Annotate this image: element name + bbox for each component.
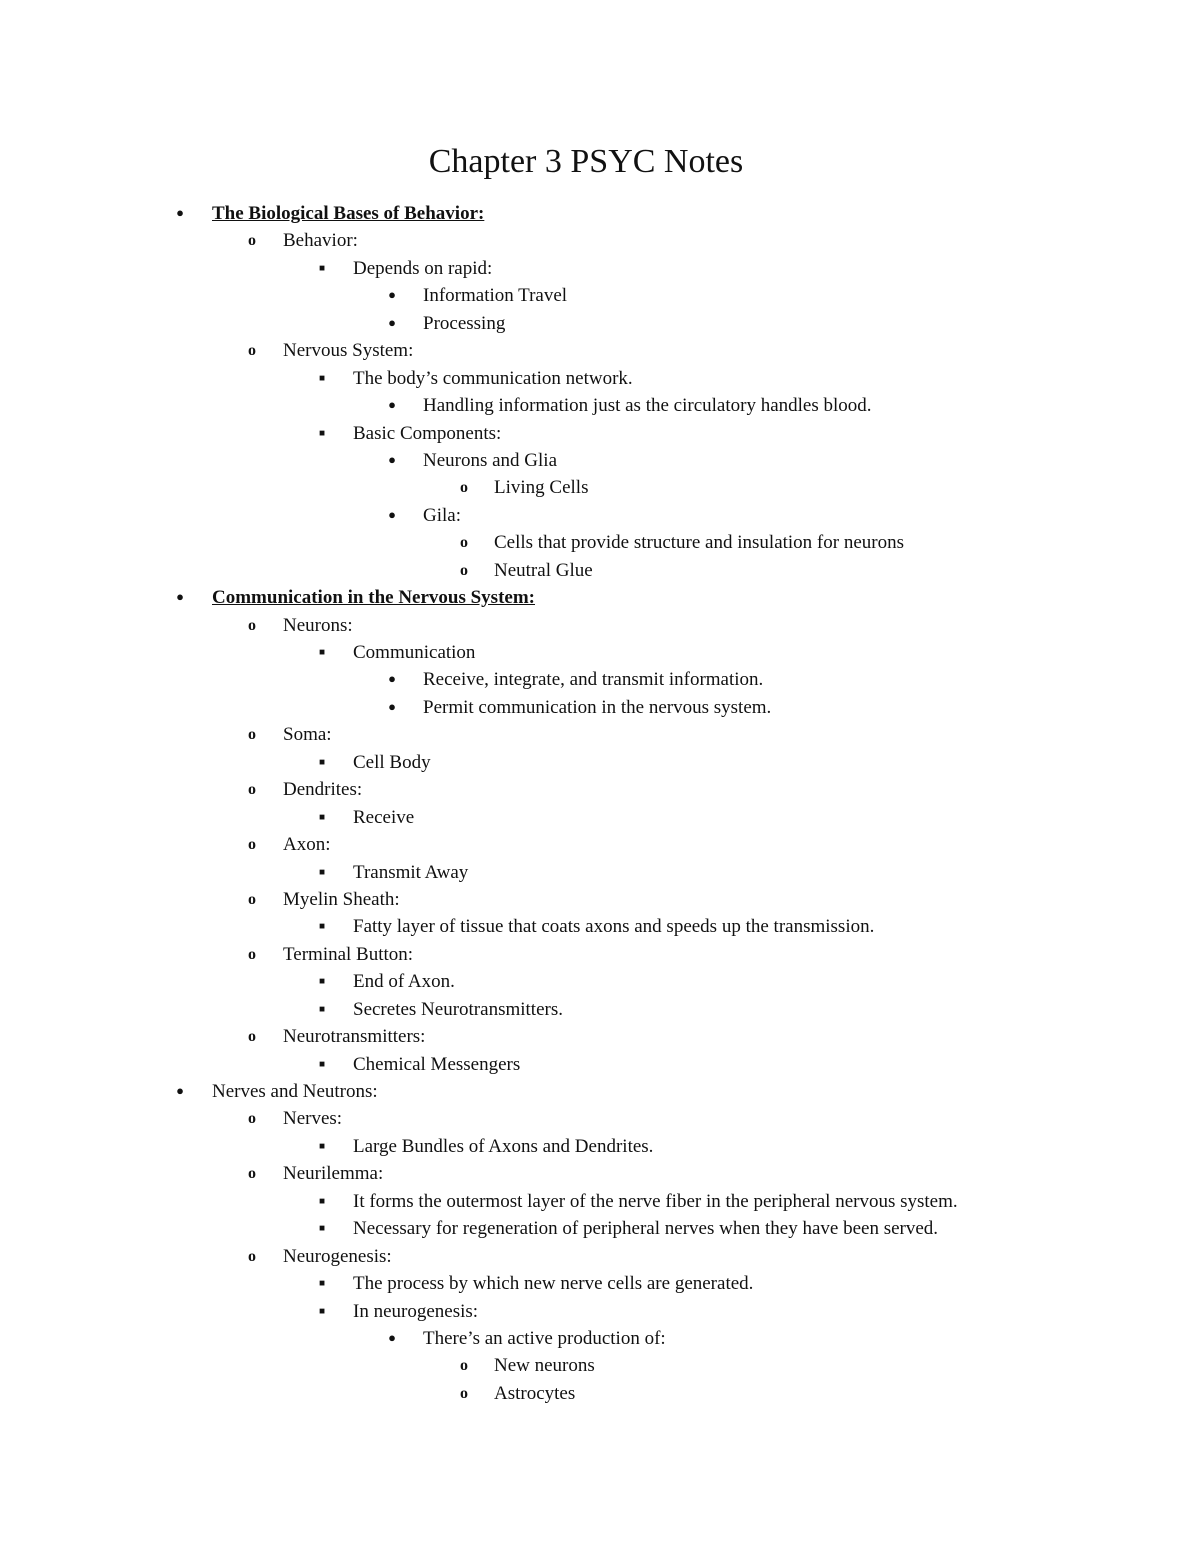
bullet-level-2-icon: o [248,1165,256,1183]
bullet-level-3-icon: ■ [318,647,326,658]
section-heading-item [0,584,1200,611]
outline-item [0,913,1200,940]
outline-item-text: Neurons: [283,614,353,636]
bullet-level-2-icon: o [248,781,256,799]
bullet-level-1-icon: ● [176,1083,184,1098]
outline-item-text: Receive [353,806,415,828]
outline-item [0,968,1200,995]
outline-item-text: Nerves: [283,1108,343,1130]
bullet-level-3-icon: ■ [318,866,326,878]
bullet-level-3-icon: ■ [318,756,326,768]
outline-item [0,1380,1200,1407]
outline-item [0,1352,1200,1379]
section-heading-item [0,200,1200,227]
outline-item [0,1105,1200,1132]
outline-item-text: Soma: [283,724,332,746]
outline-item [0,1270,1200,1297]
outline-item [0,365,1200,392]
outline-item-text: The process by which new nerve cells are generated. [353,1273,754,1295]
bullet-level-5-icon: o [460,479,468,497]
outline-item [0,721,1200,748]
bullet-level-3-icon: ■ [318,1305,326,1317]
outline-item [0,612,1200,639]
bullet-level-5-icon: o [460,1384,468,1402]
outline-item-text: Neurilemma: [283,1163,384,1185]
outline-item-text: End of Axon. [353,971,455,993]
outline-item-text: Neutral Glue [494,559,593,581]
outline-item [0,557,1200,584]
outline-item-text: Information Travel [423,285,568,307]
bullet-level-3-icon: ■ [318,427,326,439]
bullet-level-4-icon: ● [388,287,396,303]
outline-item-text: Receive, integrate, and transmit information. [423,669,764,691]
bullet-level-4-icon: ● [388,397,396,413]
outline-item [0,1051,1200,1078]
bullet-level-2-icon: o [248,726,256,744]
bullet-level-3-icon: ■ [318,1223,326,1235]
outline-item-text: Nervous System: [283,340,414,362]
outline-item [0,392,1200,419]
bullet-level-2-icon: o [248,342,256,360]
outline-item-text: Behavior: [283,230,358,252]
outline-item-text: Nerves and Neutrons: [212,1081,378,1102]
outline-item-text: Gila: [423,504,461,526]
bullet-level-3-icon: ■ [318,1278,326,1290]
outline-item-text: New neurons [494,1355,595,1377]
outline-item [0,1078,1200,1105]
bullet-level-4-icon: ● [388,698,396,714]
outline-item [0,447,1200,474]
outline-item-text: Chemical Messengers [353,1053,521,1075]
bullet-level-2-icon: o [248,616,256,634]
document-title: Chapter 3 PSYC Notes [428,143,744,180]
outline-item [0,886,1200,913]
outline-item [0,227,1200,254]
outline-item-text: Cells that provide structure and insulation for neurons [494,532,904,554]
outline-item-text: Large Bundles of Axons and Dendrites. [353,1135,654,1157]
outline-item-text: There’s an active production of: [423,1327,666,1349]
outline-item [0,859,1200,886]
bullet-level-4-icon: ● [388,451,396,467]
outline-item-text: Terminal Button: [283,943,414,965]
bullet-level-2-icon: o [248,1028,256,1046]
outline-item-text: Dendrites: [283,779,363,801]
outline-item [0,282,1200,309]
bullet-level-4-icon: ● [388,671,396,687]
outline-item-text: In neurogenesis: [353,1300,479,1322]
outline-item [0,420,1200,447]
outline-item [0,941,1200,968]
outline-item [0,1023,1200,1050]
outline-item [0,1133,1200,1160]
outline-item [0,996,1200,1023]
outline-item-text: Axon: [283,834,331,856]
outline-item [0,776,1200,803]
outline-item [0,1160,1200,1187]
outline-item-text: Living Cells [494,477,589,499]
bullet-level-5-icon: o [460,561,468,579]
outline-item-text: Permit communication in the nervous system. [423,696,772,718]
bullet-level-3-icon: ■ [318,262,326,274]
bullet-level-3-icon: ■ [318,811,326,823]
outline-item-text: Transmit Away [353,861,469,883]
bullet-level-2-icon: o [248,1110,256,1128]
outline-item [0,474,1200,501]
outline-item [0,529,1200,556]
bullet-level-2-icon: o [248,890,256,908]
outline-item-text: Secretes Neurotransmitters. [353,998,563,1020]
outline-item-text: Fatty layer of tissue that coats axons and speeds up the transmission. [353,916,875,938]
outline-item [0,749,1200,776]
outline-item-text: It forms the outermost layer of the nerve fiber in the peripheral nervous system. [353,1190,958,1212]
bullet-level-2-icon: o [248,232,256,250]
outline-item [0,831,1200,858]
outline-item-text: Basic Components: [353,422,502,444]
bullet-level-3-icon: ■ [318,372,326,384]
outline-item [0,1188,1200,1215]
notes-outline [0,200,1200,1407]
outline-item [0,639,1200,666]
bullet-level-3-icon: ■ [318,921,326,933]
outline-item [0,694,1200,721]
outline-item-text: Processing [423,312,506,334]
bullet-level-2-icon: o [248,1247,256,1265]
section-heading-text: Communication in the Nervous System: [212,587,535,609]
outline-item [0,666,1200,693]
bullet-level-1-icon: ● [176,589,184,605]
outline-item [0,310,1200,337]
outline-item [0,337,1200,364]
bullet-level-1-icon: ● [176,205,184,220]
outline-item [0,255,1200,282]
outline-item [0,804,1200,831]
bullet-level-2-icon: o [248,945,256,963]
outline-item [0,1243,1200,1270]
bullet-level-3-icon: ■ [318,976,326,988]
outline-item-text: Neurons and Glia [423,449,558,471]
outline-item-text: Handling information just as the circulatory handles blood. [423,395,872,417]
section-heading-text: The Biological Bases of Behavior: [212,203,485,224]
bullet-level-4-icon: ● [388,506,396,522]
outline-item-text: The body’s communication network. [353,367,633,389]
bullet-level-3-icon: ■ [318,1058,326,1070]
bullet-level-2-icon: o [248,836,256,854]
outline-item-text: Astrocytes [494,1382,576,1404]
outline-item [0,1325,1200,1352]
outline-item-text: Communication [353,642,476,663]
outline-item [0,1298,1200,1325]
outline-item-text: Cell Body [353,751,431,773]
outline-item [0,1215,1200,1242]
outline-item-text: Neurotransmitters: [283,1026,426,1048]
outline-item-text: Myelin Sheath: [283,888,400,910]
bullet-level-4-icon: ● [388,1329,396,1345]
bullet-level-5-icon: o [460,1357,468,1375]
outline-item [0,502,1200,529]
outline-item-text: Depends on rapid: [353,257,493,279]
outline-item-text: Necessary for regeneration of peripheral nerves when they have been served. [353,1218,939,1240]
bullet-level-3-icon: ■ [318,1195,326,1207]
bullet-level-3-icon: ■ [318,1140,326,1152]
bullet-level-4-icon: ● [388,314,396,330]
bullet-level-5-icon: o [460,534,468,552]
outline-item-text: Neurogenesis: [283,1245,392,1267]
bullet-level-3-icon: ■ [318,1003,326,1015]
